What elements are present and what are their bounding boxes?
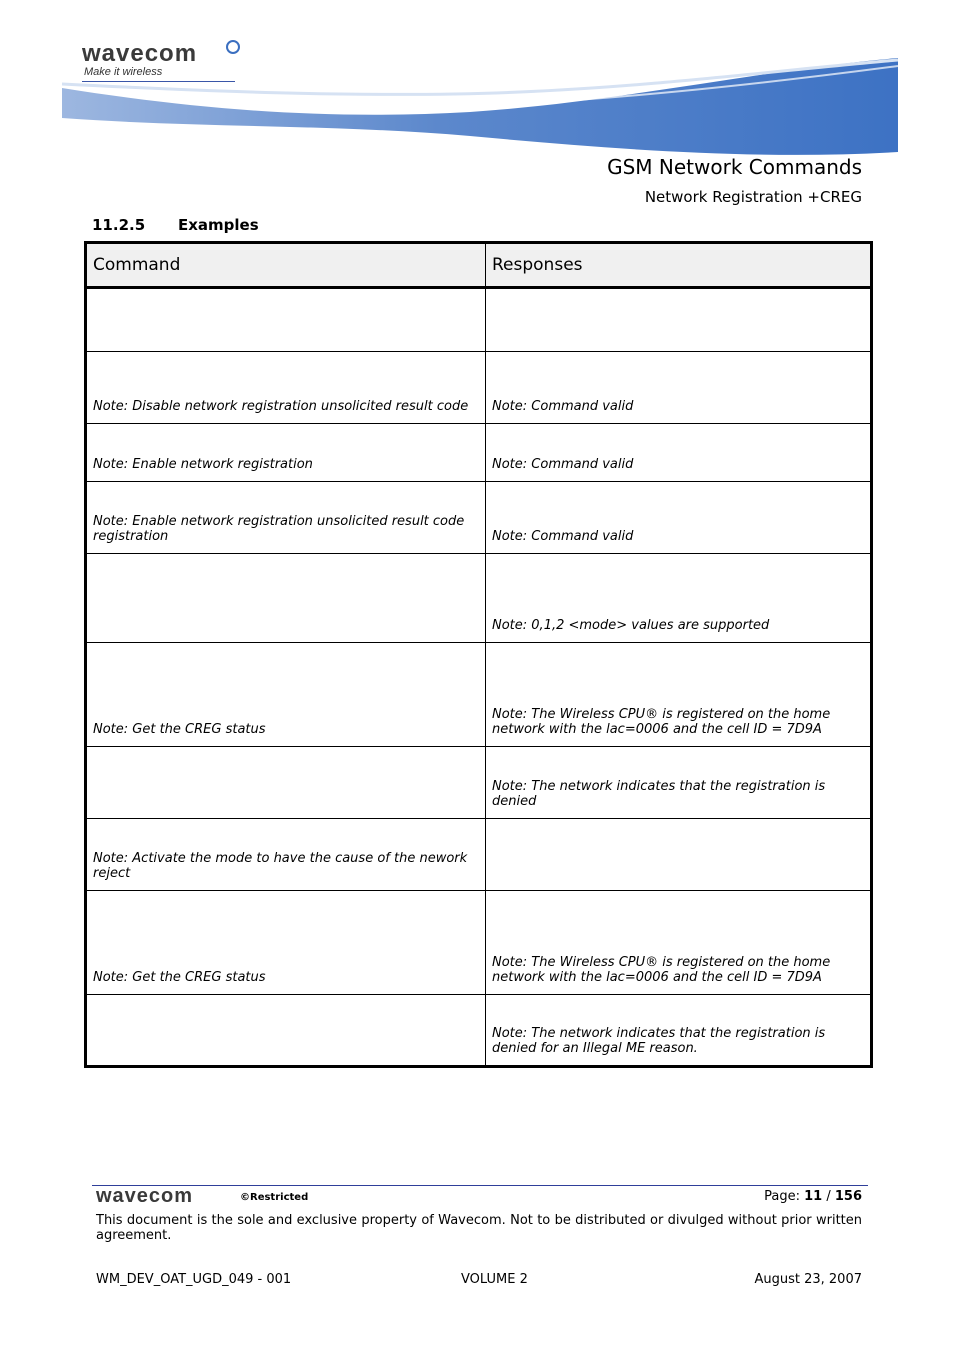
response-cell [486,819,872,891]
examples-table [84,241,873,1068]
response-cell [486,352,872,424]
command-cell [86,288,486,352]
command-cell [86,891,486,995]
response-note: Note: Command valid [492,529,634,544]
logo-tagline: Make it wireless [84,66,163,78]
table-row [86,554,872,643]
command-note: Note: Enable network registration [93,457,313,472]
logo-swirl-icon [226,40,240,54]
page-title: GSM Network Commands [607,155,862,179]
response-cell [486,482,872,554]
response-cell [486,995,872,1067]
table-row [86,891,872,995]
section-number: 11.2.5 [92,216,146,234]
table-header-row [86,243,872,288]
response-cell [486,747,872,819]
response-note: Note: 0,1,2 <mode> values are supported [492,618,770,633]
section-title: Examples [178,216,259,234]
command-note: Note: Get the CREG status [93,722,266,737]
document-reference: WM_DEV_OAT_UGD_049 - 001 [96,1272,292,1287]
command-cell [86,352,486,424]
response-cell [486,554,872,643]
table-row [86,747,872,819]
response-note: Note: Command valid [492,399,634,414]
command-cell [86,747,486,819]
footer-wavecom-logo: wavecom [96,1185,194,1207]
page-current: 11 [804,1189,823,1204]
response-cell [486,643,872,747]
table-row [86,424,872,482]
response-cell [486,891,872,995]
page-total: 156 [834,1189,862,1204]
section-heading [92,216,259,234]
document-date: August 23, 2007 [754,1272,862,1287]
response-note: Note: The network indicates that the registration is denied for an Illegal ME reason. [492,1026,826,1056]
footer-rule [92,1185,868,1186]
page-label: Page: [764,1189,800,1204]
command-cell [86,554,486,643]
table-row [86,352,872,424]
response-note: Note: The network indicates that the registration is denied [492,779,826,809]
response-cell [486,424,872,482]
response-note: Note: The Wireless CPU® is registered on the home network with the lac=0006 and the cell ID = 7D9A [492,955,831,985]
table-row [86,995,872,1067]
column-header-responses: Responses [486,243,872,288]
command-cell [86,482,486,554]
command-cell [86,424,486,482]
page-subtitle: Network Registration +CREG [644,188,862,206]
response-note: Note: Command valid [492,457,634,472]
column-header-command: Command [86,243,486,288]
command-cell [86,643,486,747]
table-row [86,643,872,747]
page-separator: / [826,1189,831,1204]
header-wave-graphic [0,0,954,160]
command-cell [86,995,486,1067]
response-cell [486,288,872,352]
volume-label: VOLUME 2 [461,1272,528,1287]
table-row [86,482,872,554]
restricted-label: ©Restricted [240,1192,309,1203]
footer-disclaimer: This document is the sole and exclusive property of Wavecom. Not to be distributed or divulged without prior written agreement. [96,1213,862,1243]
logo-underline [82,81,235,82]
response-note: Note: The Wireless CPU® is registered on the home network with the lac=0006 and the cell ID = 7D9A [492,707,831,737]
table-row [86,288,872,352]
command-note: Note: Enable network registration unsolicited result code registration [93,514,465,544]
page-number [764,1189,862,1204]
command-note: Note: Get the CREG status [93,970,266,985]
command-note: Note: Disable network registration unsolicited result code [93,399,469,414]
command-cell [86,819,486,891]
wavecom-logo: wavecom [82,40,198,67]
table-row [86,819,872,891]
command-note: Note: Activate the mode to have the cause of the nework reject [93,851,468,881]
